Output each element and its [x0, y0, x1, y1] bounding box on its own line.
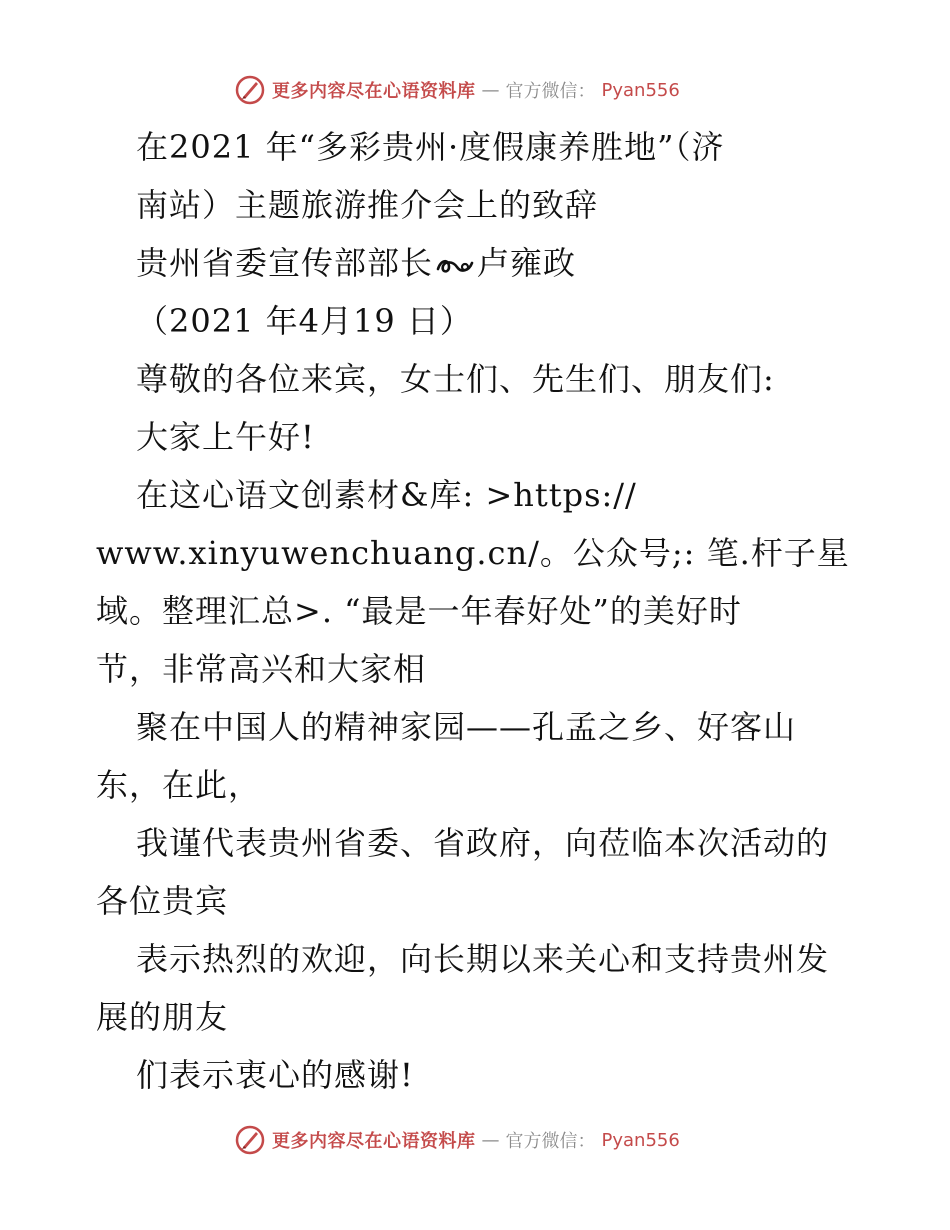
watermark-header [234, 73, 680, 107]
doc-line: 表示热烈的欢迎，向长期以来关心和支持贵州发 [136, 940, 830, 978]
doc-line: 聚在中国人的精神家园——孔孟之乡、好客山 [136, 708, 797, 746]
doc-line: 展的朋友 [96, 998, 229, 1036]
doc-line: www.xinyuwenchuang.cn/。公众号;: 笔.杆子星 [96, 534, 850, 572]
doc-line: 各位贵宾 [96, 882, 229, 920]
watermark-footer [234, 1123, 680, 1157]
doc-line-date: （2021 年4月19 日） [136, 302, 473, 340]
doc-line: 在这心语文创素材&库: >https:// [136, 476, 637, 514]
doc-line: 在2021 年“多彩贵州·度假康养胜地”（济 [136, 128, 725, 166]
watermark-dash: — [481, 79, 500, 101]
doc-line: 域。整理汇总>. “最是一年春好处”的美好时 [96, 592, 742, 630]
document-body [96, 118, 866, 1104]
watermark-brand-text: 更多内容尽在心语资料库 [272, 81, 476, 102]
doc-line: 们表示衷心的感谢! [136, 1056, 414, 1094]
watermark-wechat-id: Pyan556 [601, 1129, 680, 1151]
doc-line: 尊敬的各位来宾，女士们、先生们、朋友们: [136, 360, 775, 398]
doc-line: 东，在此， [96, 766, 262, 804]
doc-line-author [96, 234, 866, 292]
watermark-dash: — [481, 1129, 500, 1151]
quill-logo-icon [234, 74, 266, 106]
doc-line: 大家上午好! [136, 418, 315, 456]
watermark-brand-text: 更多内容尽在心语资料库 [272, 1131, 476, 1152]
watermark-wechat-label: 官方微信： [505, 81, 596, 102]
author-title: 贵州省委宣传部部长 [136, 244, 434, 282]
flourish-icon [435, 255, 475, 277]
doc-line: 节，非常高兴和大家相 [96, 650, 427, 688]
watermark-wechat-label: 官方微信： [505, 1131, 596, 1152]
watermark-wechat-id: Pyan556 [601, 79, 680, 101]
quill-logo-icon [234, 1124, 266, 1156]
doc-line: 我谨代表贵州省委、省政府，向莅临本次活动的 [136, 824, 830, 862]
author-name: 卢雍政 [477, 244, 577, 282]
doc-line: 南站）主题旅游推介会上的致辞 [136, 186, 599, 224]
